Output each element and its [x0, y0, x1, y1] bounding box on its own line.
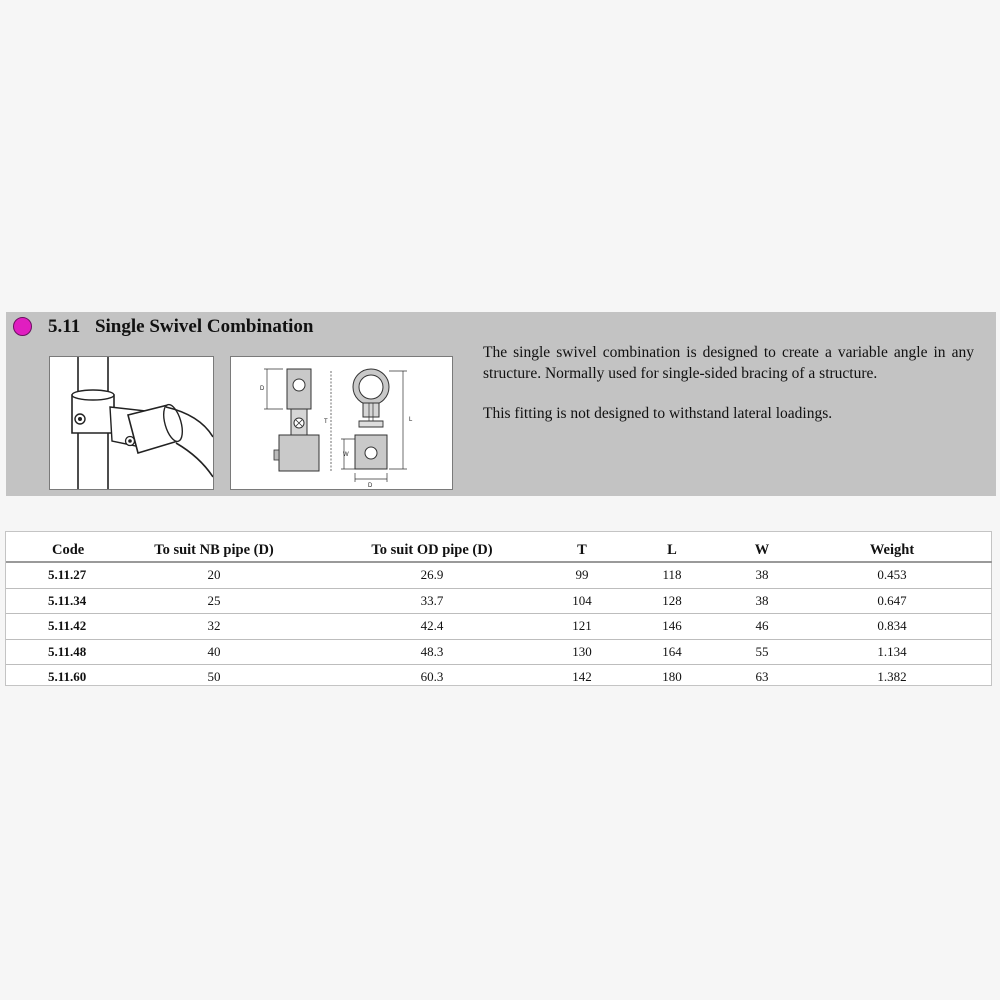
- cell-l: 164: [612, 639, 732, 665]
- cell-weight: 0.647: [792, 588, 992, 614]
- description-paragraph-2: This fitting is not designed to withstand lateral loadings.: [483, 405, 833, 422]
- section-title: [48, 316, 314, 338]
- cell-od: 42.4: [312, 614, 552, 640]
- cell-l: 146: [612, 614, 732, 640]
- cell-code: 5.11.48: [6, 639, 116, 665]
- product-illustration: [49, 356, 214, 490]
- cell-t: 121: [552, 614, 612, 640]
- cell-w: 55: [732, 639, 792, 665]
- header-code: Code: [6, 532, 116, 562]
- dimension-l-label: L: [409, 417, 413, 423]
- cell-w: 38: [732, 588, 792, 614]
- table-row: [6, 562, 992, 588]
- cell-weight: 1.382: [877, 669, 907, 685]
- cell-code: 5.11.42: [6, 614, 116, 640]
- cell-w: 46: [732, 614, 792, 640]
- cell-t: 104: [552, 588, 612, 614]
- cell-od: 26.9: [312, 562, 552, 588]
- dimension-w-label: W: [343, 452, 349, 458]
- section-number: 5.11: [48, 316, 81, 337]
- dimension-d-bottom-label: D: [368, 483, 373, 489]
- header-t: T: [552, 532, 612, 562]
- specification-table-container: [5, 531, 992, 686]
- header-w: W: [732, 532, 792, 562]
- table-row: [6, 639, 992, 665]
- cell-weight: 1.134: [792, 639, 992, 665]
- cell-l: 128: [612, 588, 732, 614]
- description-paragraph-1: The single swivel combination is designed to create a variable angle in any structure. Normally used for single-sided bracing of a structure.: [483, 344, 974, 382]
- cell-t: 142: [572, 669, 592, 685]
- section-bullet-icon: [13, 317, 32, 336]
- cell-nb: 32: [116, 614, 312, 640]
- cell-w: 63: [755, 669, 769, 685]
- dimension-t-label: T: [324, 419, 328, 425]
- cell-nb: 25: [116, 588, 312, 614]
- table-row: [6, 588, 992, 614]
- cell-t: 99: [552, 562, 612, 588]
- table-row: [6, 614, 992, 640]
- cell-od: 33.7: [312, 588, 552, 614]
- cell-nb: 50: [207, 669, 221, 685]
- cell-od: 60.3: [420, 669, 444, 685]
- technical-drawing: [230, 356, 453, 490]
- cell-weight: 0.453: [792, 562, 992, 588]
- cell-nb: 40: [116, 639, 312, 665]
- cell-w: 38: [732, 562, 792, 588]
- header-weight: Weight: [792, 532, 992, 562]
- cell-code: 5.11.34: [6, 588, 116, 614]
- cell-nb: 20: [116, 562, 312, 588]
- cell-od: 48.3: [312, 639, 552, 665]
- header-l: L: [612, 532, 732, 562]
- table-row: [6, 665, 992, 690]
- product-description: [483, 343, 974, 445]
- section-name: Single Swivel Combination: [94, 316, 314, 337]
- table-header-row: [6, 532, 992, 562]
- cell-weight: 0.834: [792, 614, 992, 640]
- dimension-d-label: D: [260, 386, 265, 392]
- header-nb-pipe: To suit NB pipe (D): [116, 532, 312, 562]
- specification-table: [6, 532, 992, 690]
- cell-t: 130: [552, 639, 612, 665]
- cell-code: 5.11.60: [48, 669, 87, 685]
- header-od-pipe: To suit OD pipe (D): [312, 532, 552, 562]
- cell-code: 5.11.27: [6, 562, 116, 588]
- cell-l: 118: [612, 562, 732, 588]
- cell-l: 180: [662, 669, 682, 685]
